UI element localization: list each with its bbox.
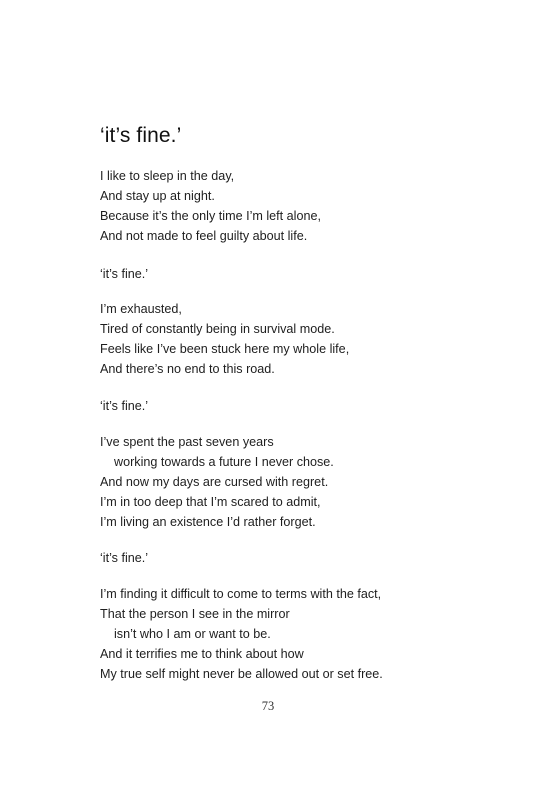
poem-line: Because it’s the only time I’m left alone,: [100, 209, 321, 223]
poem-line: And stay up at night.: [100, 189, 215, 203]
poem-line: I’m in too deep that I’m scared to admit,: [100, 495, 321, 509]
refrain-line: ‘it’s fine.’: [100, 267, 149, 281]
poem-line: And not made to feel guilty about life.: [100, 229, 308, 243]
poem-title: ‘it’s fine.’: [100, 124, 182, 147]
poem-line: Feels like I’ve been stuck here my whole life,: [100, 342, 350, 356]
poem-line: isn’t who I am or want to be.: [114, 627, 271, 641]
poem-line: I’m living an existence I’d rather forget.: [100, 515, 316, 529]
poem-line: I’m finding it difficult to come to terms with the fact,: [100, 587, 382, 601]
poem-line: I like to sleep in the day,: [100, 169, 235, 183]
poem-line: And it terrifies me to think about how: [100, 647, 304, 661]
refrain-line: ‘it’s fine.’: [100, 551, 149, 565]
poem-line: My true self might never be allowed out or set free.: [100, 667, 383, 681]
poem-line: I’ve spent the past seven years: [100, 435, 274, 449]
poem-line: That the person I see in the mirror: [100, 607, 290, 621]
poem-line: working towards a future I never chose.: [114, 455, 334, 469]
page-number: 73: [261, 699, 275, 713]
poem-line: Tired of constantly being in survival mode.: [100, 322, 335, 336]
poem-line: And now my days are cursed with regret.: [100, 475, 329, 489]
poem-line: And there’s no end to this road.: [100, 362, 275, 376]
poem-line: I’m exhausted,: [100, 302, 182, 316]
refrain-line: ‘it’s fine.’: [100, 399, 149, 413]
